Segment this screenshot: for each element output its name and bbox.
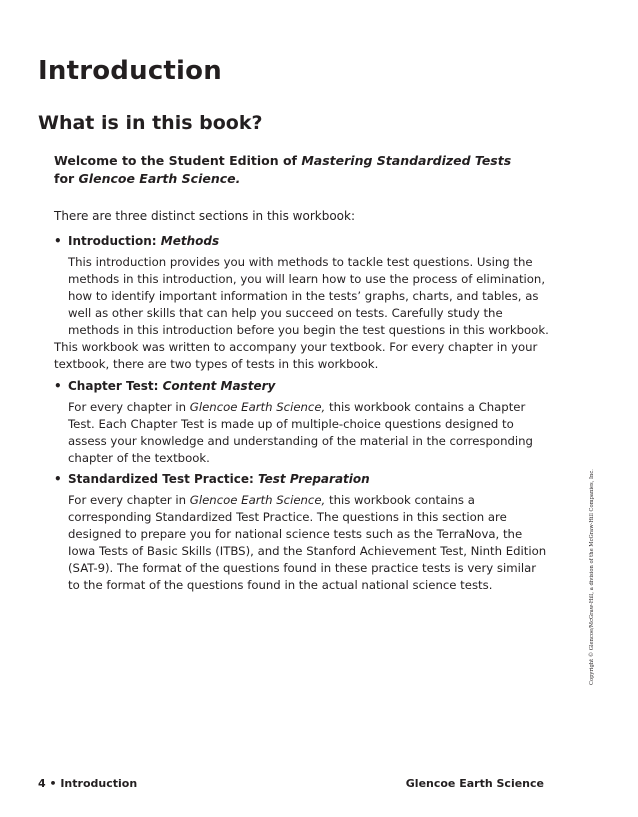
footer-book-title: Glencoe Earth Science: [405, 777, 544, 790]
bullet-dot: •: [54, 234, 62, 248]
section-subheading: What is in this book?: [38, 112, 263, 134]
bullet-heading: [54, 471, 550, 488]
bullet-body: This introduction provides you with methods to tackle test questions. Using the methods in this introduction, you will learn how to use the process of elimination, how to identify important information in the tests’ graphs, charts, and tables, as well as other skills that can help you succeed on tests. Carefully study the methods in this introduction before you begin the test questions in this workbook.: [68, 255, 549, 337]
bullet-label: Introduction:: [68, 234, 161, 248]
bullet-subtitle: Content Mastery: [162, 379, 276, 393]
welcome-paragraph: [54, 152, 534, 188]
book-title: Mastering Standardized Tests: [301, 153, 512, 168]
bullet-introduction: [54, 233, 550, 339]
body-rest: this workbook contains a corresponding Standardized Test Practice. The questions in this section are designed to prepare you for national science tests such as the TerraNova, the Iowa Tests of Basic Skills (ITBS), and the Stanford Achievement Test, Ninth Edition (SAT-9). The format of the questions found in these practice tests is very similar to the format of the questions found in the actual national science tests.: [68, 493, 547, 592]
welcome-prefix: Welcome to the Student Edition of: [54, 153, 302, 168]
bullet-standardized-test: [54, 471, 550, 594]
page-heading: Introduction: [38, 56, 222, 86]
body-rest: this workbook contains a Chapter Test. Each Chapter Test is made up of multiple-choice questions designed to assess your knowledge and understanding of the material in the corresponding chapter of the textbook.: [68, 400, 533, 465]
body-prefix: For every chapter in: [68, 493, 190, 507]
bullet-chapter-test: [54, 378, 550, 467]
bullet-label: Chapter Test:: [68, 379, 163, 393]
bullet-heading: [54, 233, 550, 250]
bullet-subtitle: Test Preparation: [258, 472, 370, 486]
footer-page-number: 4 • Introduction: [38, 777, 138, 790]
welcome-middle: for: [54, 171, 79, 186]
bullet-heading: [54, 378, 550, 395]
copyright-notice: Copyright © Glencoe/McGraw-Hill, a division of the McGraw-Hill Companies, Inc.: [589, 469, 595, 685]
bullet-dot: •: [54, 379, 62, 393]
bullet-dot: •: [54, 472, 62, 486]
bullet-body: [68, 492, 550, 594]
body-book: Glencoe Earth Science,: [189, 400, 326, 414]
accompany-paragraph: This workbook was written to accompany your textbook. For every chapter in your textbook, there are two types of tests in this workbook.: [54, 340, 538, 371]
sections-intro: There are three distinct sections in this workbook:: [54, 209, 356, 223]
bullet-label: Standardized Test Practice:: [68, 472, 259, 486]
bullet-subtitle: Methods: [160, 234, 220, 248]
body-book: Glencoe Earth Science,: [189, 493, 326, 507]
bullet-body: [68, 399, 550, 467]
body-prefix: For every chapter in: [68, 400, 190, 414]
textbook-title: Glencoe Earth Science.: [78, 171, 241, 186]
